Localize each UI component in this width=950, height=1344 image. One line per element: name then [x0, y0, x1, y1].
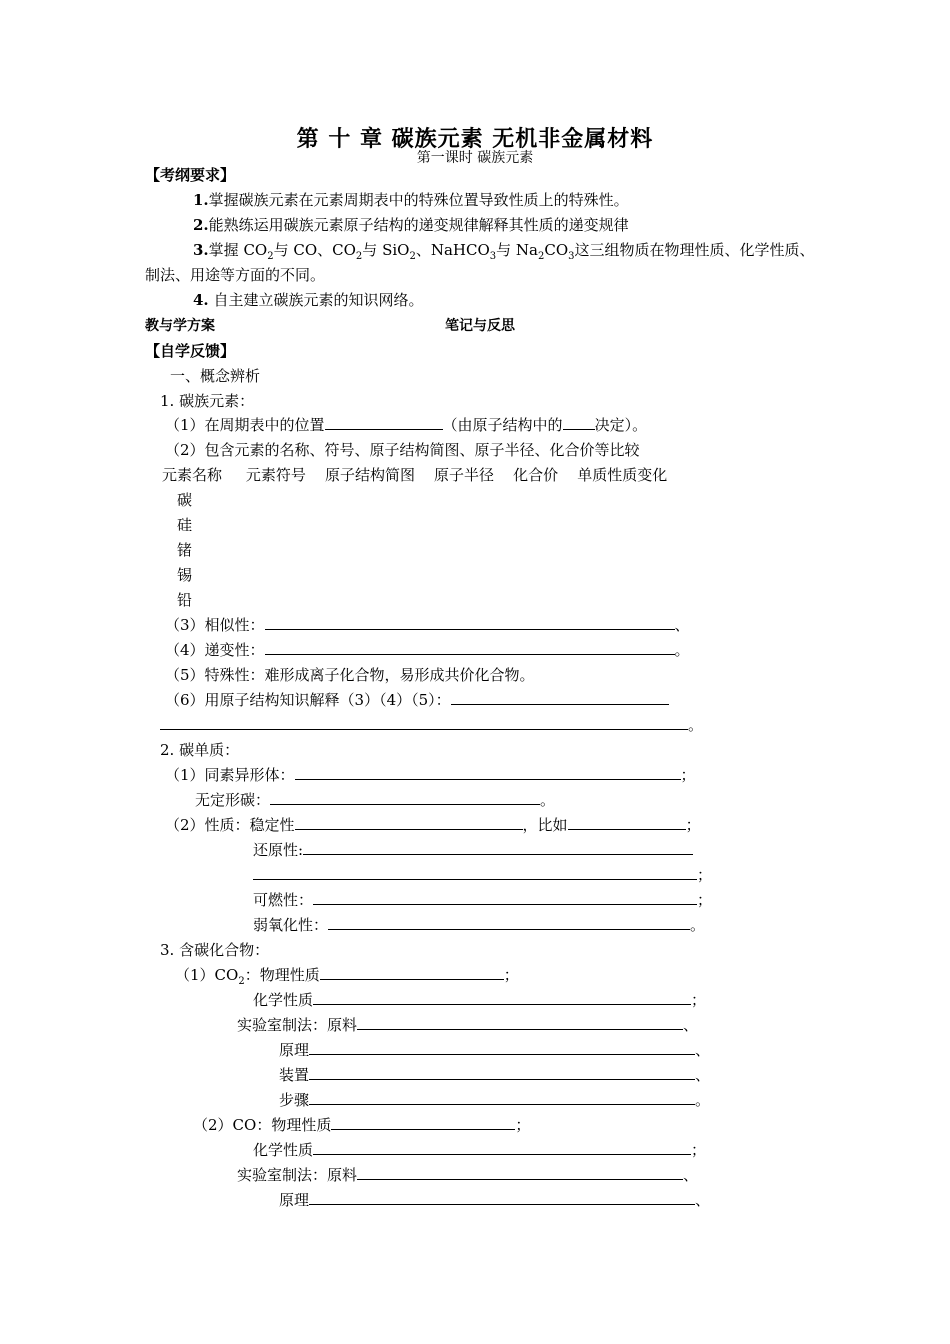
- flammable-line: 可燃性： ；: [253, 891, 713, 909]
- syllabus-item-3: 3.掌握 $CO_2$与 CO、$CO_2$与 SiO$_2$、NaHCO$_3$与 $Na_2CO_3$这三组物质在物理性质、化学性质、: [193, 241, 815, 262]
- blank-example[interactable]: [568, 815, 686, 830]
- blank-co2-device[interactable]: [309, 1065, 695, 1080]
- blank-explain-1[interactable]: [451, 690, 669, 705]
- reducing-line: 还原性:: [253, 840, 693, 860]
- blank-weak-oxidation[interactable]: [328, 915, 690, 930]
- q1-6-cont: 。: [160, 715, 703, 735]
- element-germanium: 锗: [177, 541, 193, 559]
- section-concepts: 一、概念辨析: [170, 367, 261, 385]
- blank-determinant[interactable]: [563, 415, 595, 430]
- q1-heading: 1. 碳族元素：: [160, 392, 255, 410]
- element-lead: 铅: [177, 591, 193, 609]
- co2-principle-line: 原理 、: [279, 1041, 711, 1059]
- element-carbon: 碳: [177, 491, 193, 509]
- q1-4-line: （4）递变性： 。: [165, 641, 690, 659]
- reducing-cont: ；: [253, 865, 712, 885]
- page-title: 第 十 章 碳族元素 无机非金属材料: [296, 126, 654, 152]
- blank-co-material[interactable]: [357, 1165, 683, 1180]
- co2-device-line: 装置 、: [279, 1066, 711, 1084]
- blank-position[interactable]: [325, 415, 443, 430]
- co2-physical-line: $(1)CO_2$：物理性质 ；: [175, 966, 519, 987]
- column-left-heading: 教与学方案: [145, 318, 215, 334]
- element-silicon: 硅: [177, 516, 193, 534]
- blank-co2-principle[interactable]: [309, 1040, 695, 1055]
- blank-reducing-2[interactable]: [253, 865, 697, 880]
- blank-explain-2[interactable]: [160, 715, 688, 730]
- page-subtitle: 第一课时 碳族元素: [416, 150, 534, 166]
- q1-6-line: （6）用原子结构知识解释（3）（4）（5）：: [165, 690, 669, 710]
- blank-co-physical[interactable]: [331, 1115, 515, 1130]
- blank-co2-physical[interactable]: [320, 965, 504, 980]
- blank-gradient[interactable]: [265, 640, 675, 655]
- blank-amorphous[interactable]: [270, 790, 540, 805]
- q1-3-line: （3）相似性： 、: [165, 616, 690, 634]
- q1-1-line: （1）在周期表中的位置 （由原子结构中的 决定）。: [165, 416, 648, 434]
- co2-lab-line: 实验室制法：原料 、: [237, 1016, 699, 1034]
- syllabus-item-3-cont: 制法、用途等方面的不同。: [145, 266, 326, 284]
- blank-co-chemical[interactable]: [313, 1140, 691, 1155]
- co-physical-line: （2）CO：物理性质 ；: [193, 1116, 531, 1134]
- co2-chemical-line: 化学性质 ；: [253, 991, 707, 1009]
- syllabus-heading: 【考纲要求】: [145, 166, 236, 184]
- amorphous-line: 无定形碳： 。: [195, 791, 556, 809]
- q2-heading: 2. 碳单质：: [160, 741, 240, 759]
- blank-co2-steps[interactable]: [309, 1090, 695, 1105]
- blank-similarity[interactable]: [265, 615, 675, 630]
- blank-co2-chemical[interactable]: [313, 990, 691, 1005]
- blank-flammable[interactable]: [313, 890, 697, 905]
- q2-2-line: （2）性质：稳定性 ，比如 ；: [165, 816, 701, 834]
- blank-co-principle[interactable]: [309, 1190, 695, 1205]
- element-tin: 锡: [177, 566, 193, 584]
- co2-steps-line: 步骤 。: [279, 1091, 711, 1109]
- blank-allotropes[interactable]: [295, 765, 681, 780]
- syllabus-item-1: 1.掌握碳族元素在元素周期表中的特殊位置导致性质上的特殊性。: [193, 191, 629, 209]
- q1-2-line: （2）包含元素的名称、符号、原子结构简图、原子半径、化合价等比较: [165, 441, 640, 459]
- co-chemical-line: 化学性质 ；: [253, 1141, 707, 1159]
- q2-1-line: （1）同素异形体： ；: [165, 766, 696, 784]
- q1-5-line: （5）特殊性：难形成离子化合物，易形成共价化合物。: [165, 666, 535, 684]
- blank-reducing-1[interactable]: [303, 840, 693, 855]
- weak-oxidation-line: 弱氧化性： 。: [253, 916, 706, 934]
- blank-co2-material[interactable]: [357, 1015, 683, 1030]
- feedback-heading: 【自学反馈】: [145, 342, 236, 360]
- co-lab-line: 实验室制法：原料 、: [237, 1166, 699, 1184]
- syllabus-item-4: 4. 自主建立碳族元素的知识网络。: [193, 291, 424, 309]
- blank-stability[interactable]: [295, 815, 523, 830]
- table-header-row: 元素名称 元素符号 原子结构简图 原子半径 化合价 单质性质变化: [162, 466, 668, 484]
- co-principle-line: 原理 、: [279, 1191, 711, 1209]
- syllabus-item-2: 2.能熟练运用碳族元素原子结构的递变规律解释其性质的递变规律: [193, 216, 629, 234]
- column-right-heading: 笔记与反思: [445, 318, 515, 334]
- q3-heading: 3. 含碳化合物：: [160, 941, 270, 959]
